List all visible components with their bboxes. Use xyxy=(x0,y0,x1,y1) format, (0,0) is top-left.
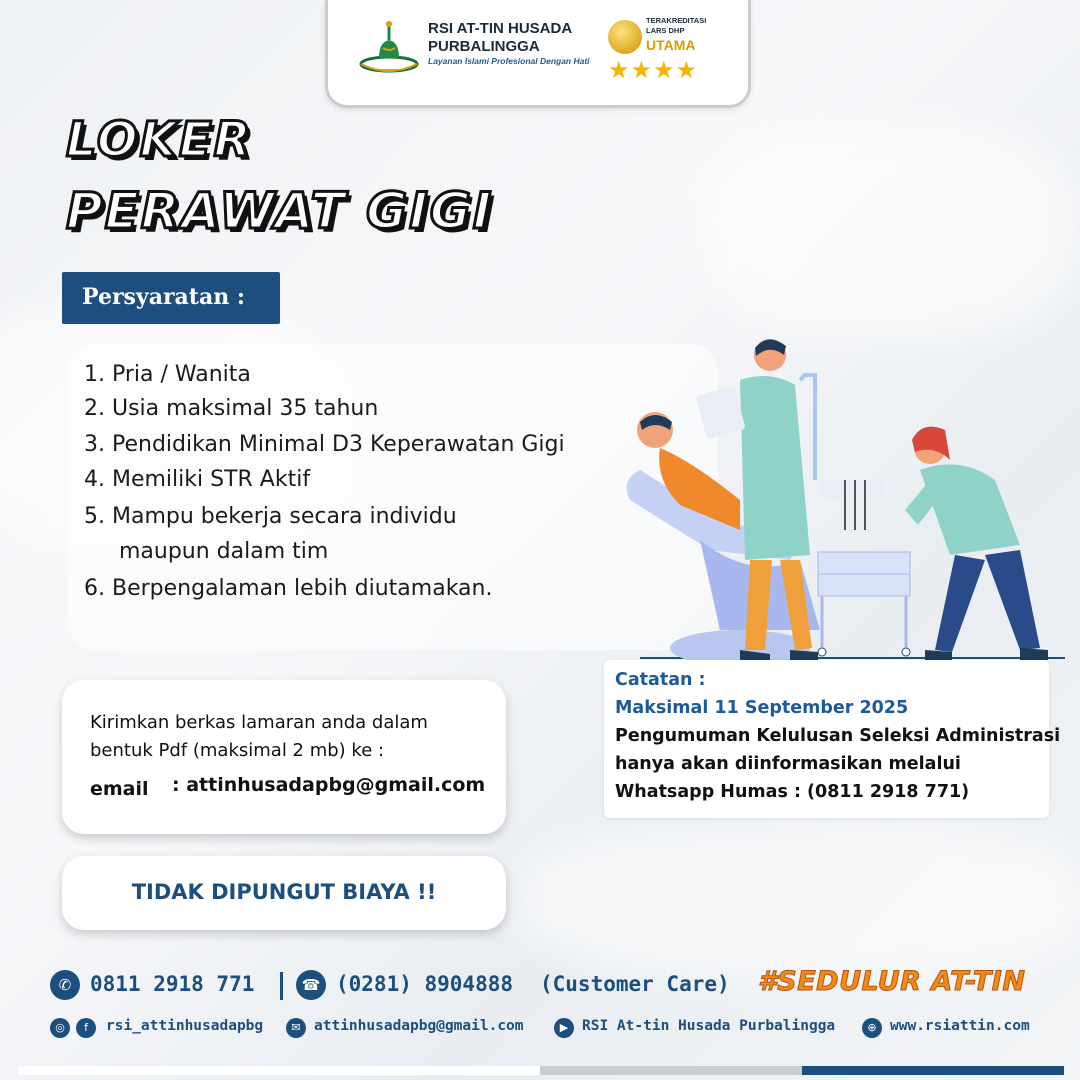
facebook-icon: f xyxy=(76,1018,96,1038)
bottom-bar-segment xyxy=(18,1066,540,1075)
contact-row xyxy=(50,966,1050,1002)
contact-separator xyxy=(280,972,283,1000)
phone-icon: ☎ xyxy=(296,970,326,1000)
whatsapp-icon: ✆ xyxy=(50,970,80,1000)
social-handle[interactable]: rsi_attinhusadapbg xyxy=(106,1018,264,1034)
accreditation-level: UTAMA xyxy=(646,37,696,53)
requirement-item: 2. Usia maksimal 35 tahun xyxy=(84,396,379,421)
header-logo-card xyxy=(325,0,751,108)
note-card xyxy=(604,660,1061,818)
youtube-icon: ▶ xyxy=(554,1018,574,1038)
requirement-item: maupun dalam tim xyxy=(84,539,329,564)
application-instruction: Kirimkan berkas lamaran anda dalam xyxy=(90,712,428,733)
bottom-bar-segment xyxy=(802,1066,1064,1075)
globe-icon: ⊕ xyxy=(862,1018,882,1038)
whatsapp-number[interactable]: 0811 2918 771 xyxy=(90,972,255,996)
accreditation-label: TERAKREDITASI LARS DHP xyxy=(646,16,707,35)
title-line1: LOKER xyxy=(66,112,253,168)
free-notice-card xyxy=(62,856,506,930)
email-label: email xyxy=(90,778,149,800)
application-instruction: bentuk Pdf (maksimal 2 mb) ke : xyxy=(90,740,385,761)
customer-care-label: (Customer Care) xyxy=(540,972,730,996)
footer-email[interactable]: attinhusadapbg@gmail.com xyxy=(314,1018,524,1034)
application-card xyxy=(62,680,506,834)
email-icon: ✉ xyxy=(286,1018,306,1038)
bottom-bar-segment xyxy=(540,1066,802,1075)
requirement-item: 6. Berpengalaman lebih diutamakan. xyxy=(84,576,493,601)
org-name: RSI AT-TIN HUSADA PURBALINGGA xyxy=(428,20,573,55)
title-line2: PERAWAT GIGI xyxy=(66,182,494,240)
email-address-link[interactable]: : attinhusadapbg@gmail.com xyxy=(172,774,486,796)
dental-clinic-illustration xyxy=(600,330,1070,665)
rsi-logo-icon xyxy=(358,18,420,76)
background-blob xyxy=(520,820,1080,980)
requirements-heading: Persyaratan : xyxy=(62,272,280,324)
instagram-icon: ◎ xyxy=(50,1018,70,1038)
note-deadline: Maksimal 11 September 2025 xyxy=(615,698,909,718)
requirement-item: 3. Pendidikan Minimal D3 Keperawatan Gigi xyxy=(84,432,565,457)
note-label: Catatan : xyxy=(615,670,706,690)
hashtag: #SEDULUR AT-TIN xyxy=(758,966,1026,997)
requirement-item: 5. Mampu bekerja secara individu xyxy=(84,504,457,529)
free-notice: TIDAK DIPUNGUT BIAYA !! xyxy=(131,880,437,904)
org-tagline: Layanan Islami Profesional Dengan Hati xyxy=(428,56,590,66)
accreditation-badge-icon xyxy=(608,20,642,54)
accreditation-stars: ★★★★ xyxy=(608,56,699,84)
requirement-item: 4. Memiliki STR Aktif xyxy=(84,467,311,492)
note-text-line: Pengumuman Kelulusan Seleksi Administrasi xyxy=(615,726,1061,746)
social-row xyxy=(50,1016,1060,1040)
phone-number[interactable]: (0281) 8904888 xyxy=(336,972,514,996)
note-text-line: Whatsapp Humas : (0811 2918 771) xyxy=(615,782,970,802)
requirement-item: 1. Pria / Wanita xyxy=(84,362,251,387)
youtube-channel[interactable]: RSI At-tin Husada Purbalingga xyxy=(582,1018,836,1034)
note-text-line: hanya akan diinformasikan melalui xyxy=(615,754,961,774)
background-blob xyxy=(700,120,1080,340)
website-link[interactable]: www.rsiattin.com xyxy=(890,1018,1030,1034)
